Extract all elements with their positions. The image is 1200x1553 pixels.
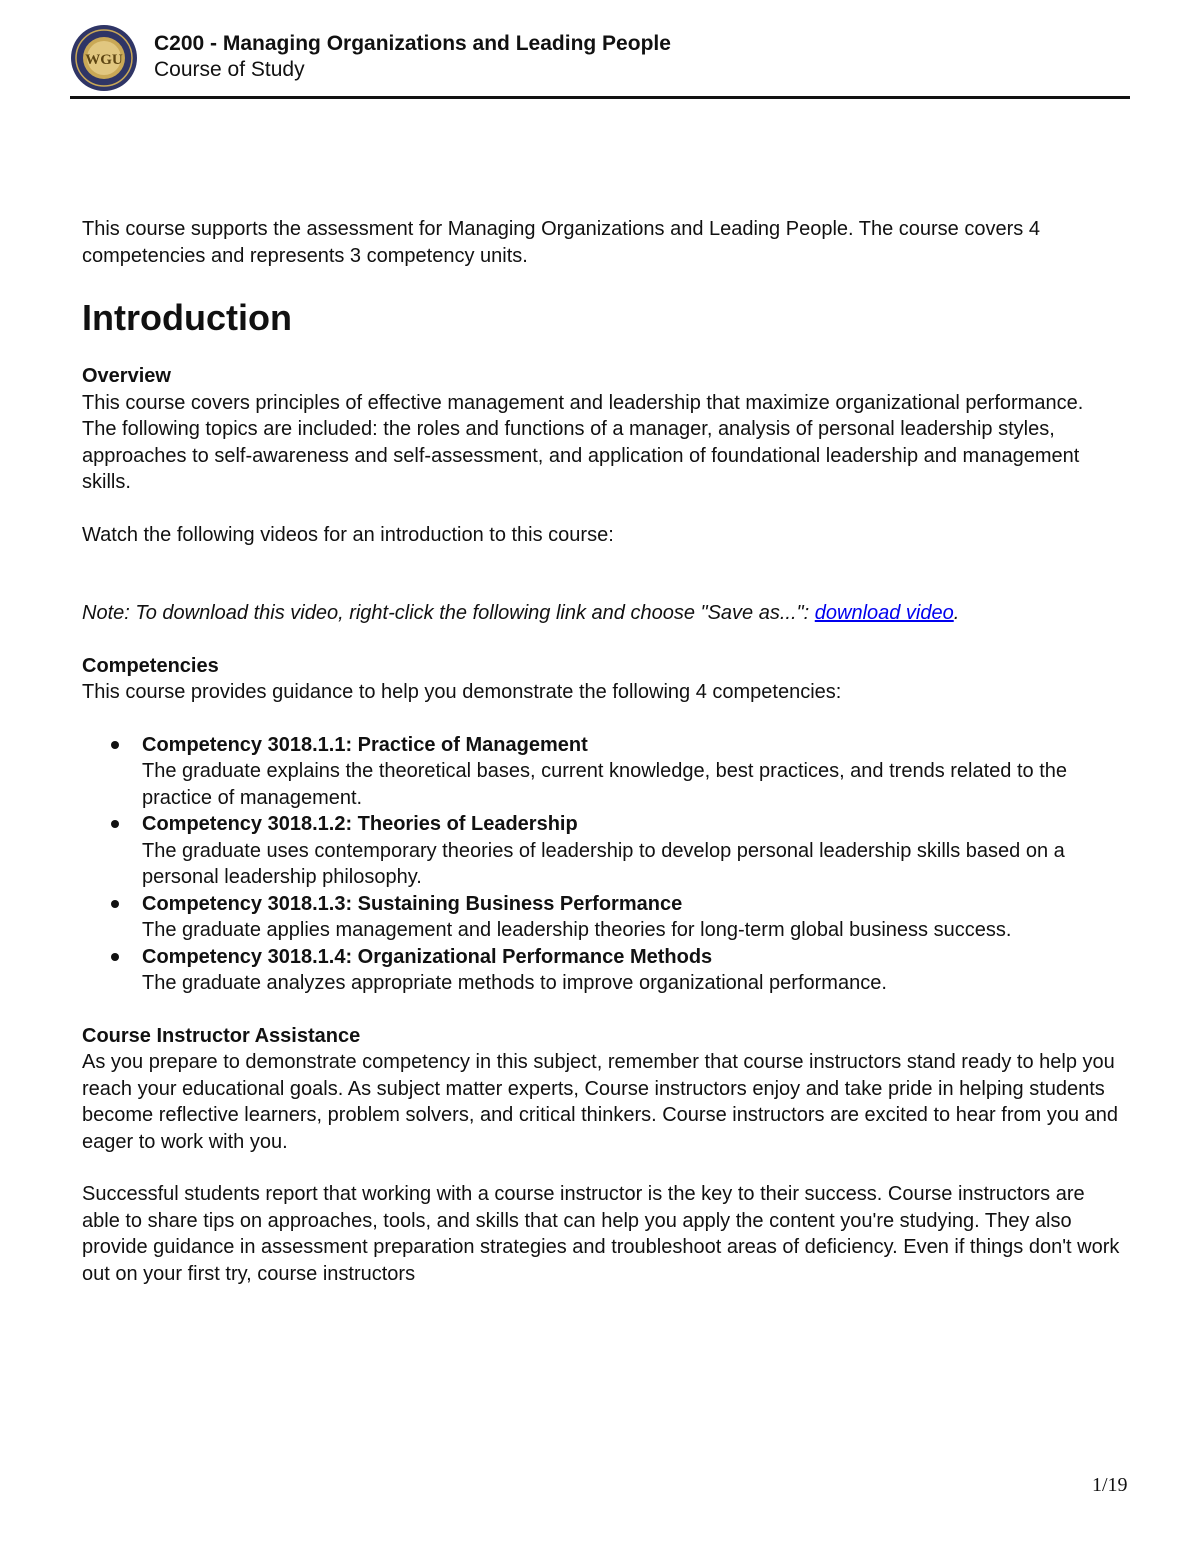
instructor-paragraph-2: Successful students report that working with a course instructor is the key to their success. Course instructors are able to share tips on approaches, tools, and skills that can help you apply the content you're studying. They also provide guidance in assessment preparation strategies and troubleshoot areas of deficiency. Even if things don't work out on your first try, course instructors <box>82 1183 1120 1285</box>
bullet-icon <box>111 741 119 749</box>
page-number: 1/19 <box>1092 1474 1128 1496</box>
course-subtitle: Course of Study <box>154 58 305 81</box>
bullet-icon <box>111 900 119 908</box>
document-header <box>70 22 1130 100</box>
competency-description: The graduate explains the theoretical bases, current knowledge, best practices, and trends related to the practice of management. <box>142 760 1067 809</box>
competency-description: The graduate applies management and leadership theories for long-term global business success. <box>142 919 1012 941</box>
course-title: C200 - Managing Organizations and Leading People <box>154 32 671 55</box>
bullet-icon <box>111 820 119 828</box>
instructor-heading: Course Instructor Assistance <box>82 1024 361 1047</box>
competency-title: Competency 3018.1.1: Practice of Management <box>142 733 588 756</box>
competency-item <box>82 891 1122 944</box>
competency-item <box>82 732 1122 812</box>
document-body <box>82 216 1122 1287</box>
overview-text: This course covers principles of effective management and leadership that maximize organizational performance. The following topics are included: the roles and functions of a manager, analysis of personal leadership styles, approaches to self-awareness and self-assessment, and application of foundational leadership and management skills. <box>82 391 1084 493</box>
header-divider <box>70 96 1130 99</box>
course-intro-text: This course supports the assessment for Managing Organizations and Leading People. The course covers 4 competencies and represents 3 competency units. <box>82 218 1040 267</box>
wgu-seal-logo <box>70 24 138 92</box>
competency-title: Competency 3018.1.4: Organizational Performance Methods <box>142 945 713 968</box>
header-text <box>154 30 671 83</box>
download-note-end: . <box>953 602 960 624</box>
videos-text: Watch the following videos for an introduction to this course: <box>82 523 614 546</box>
spacer <box>82 496 1122 522</box>
competency-list <box>82 732 1122 997</box>
competencies-heading: Competencies <box>82 654 219 677</box>
competency-description: The graduate analyzes appropriate methods to improve organizational performance. <box>142 972 887 994</box>
bullet-icon <box>111 953 119 961</box>
logo-text: WGU <box>85 52 123 68</box>
competency-description: The graduate uses contemporary theories of leadership to develop personal leadership skills based on a personal leadership philosophy. <box>142 839 1065 888</box>
instructor-paragraph-1: As you prepare to demonstrate competency in this subject, remember that course instructors stand ready to help you reach your educational goals. As subject matter experts, Course instructors enjoy and take pride in helping students become reflective learners, problem solvers, and critical thinkers. Course instructors are excited to hear from you and eager to work with you. <box>82 1051 1119 1153</box>
competency-title: Competency 3018.1.2: Theories of Leadership <box>142 813 578 835</box>
competency-title: Competency 3018.1.3: Sustaining Business Performance <box>142 892 683 915</box>
competency-item <box>82 811 1122 891</box>
download-note <box>82 600 1122 627</box>
introduction-heading: Introduction <box>82 297 292 338</box>
competency-item <box>82 944 1122 997</box>
competencies-intro: This course provides guidance to help you demonstrate the following 4 competencies: <box>82 681 842 703</box>
download-video-link[interactable]: download video <box>814 602 954 624</box>
spacer <box>82 1155 1122 1181</box>
download-note-text: Note: To download this video, right-click the following link and choose "Save as...": <box>82 602 815 624</box>
overview-heading: Overview <box>82 365 171 387</box>
